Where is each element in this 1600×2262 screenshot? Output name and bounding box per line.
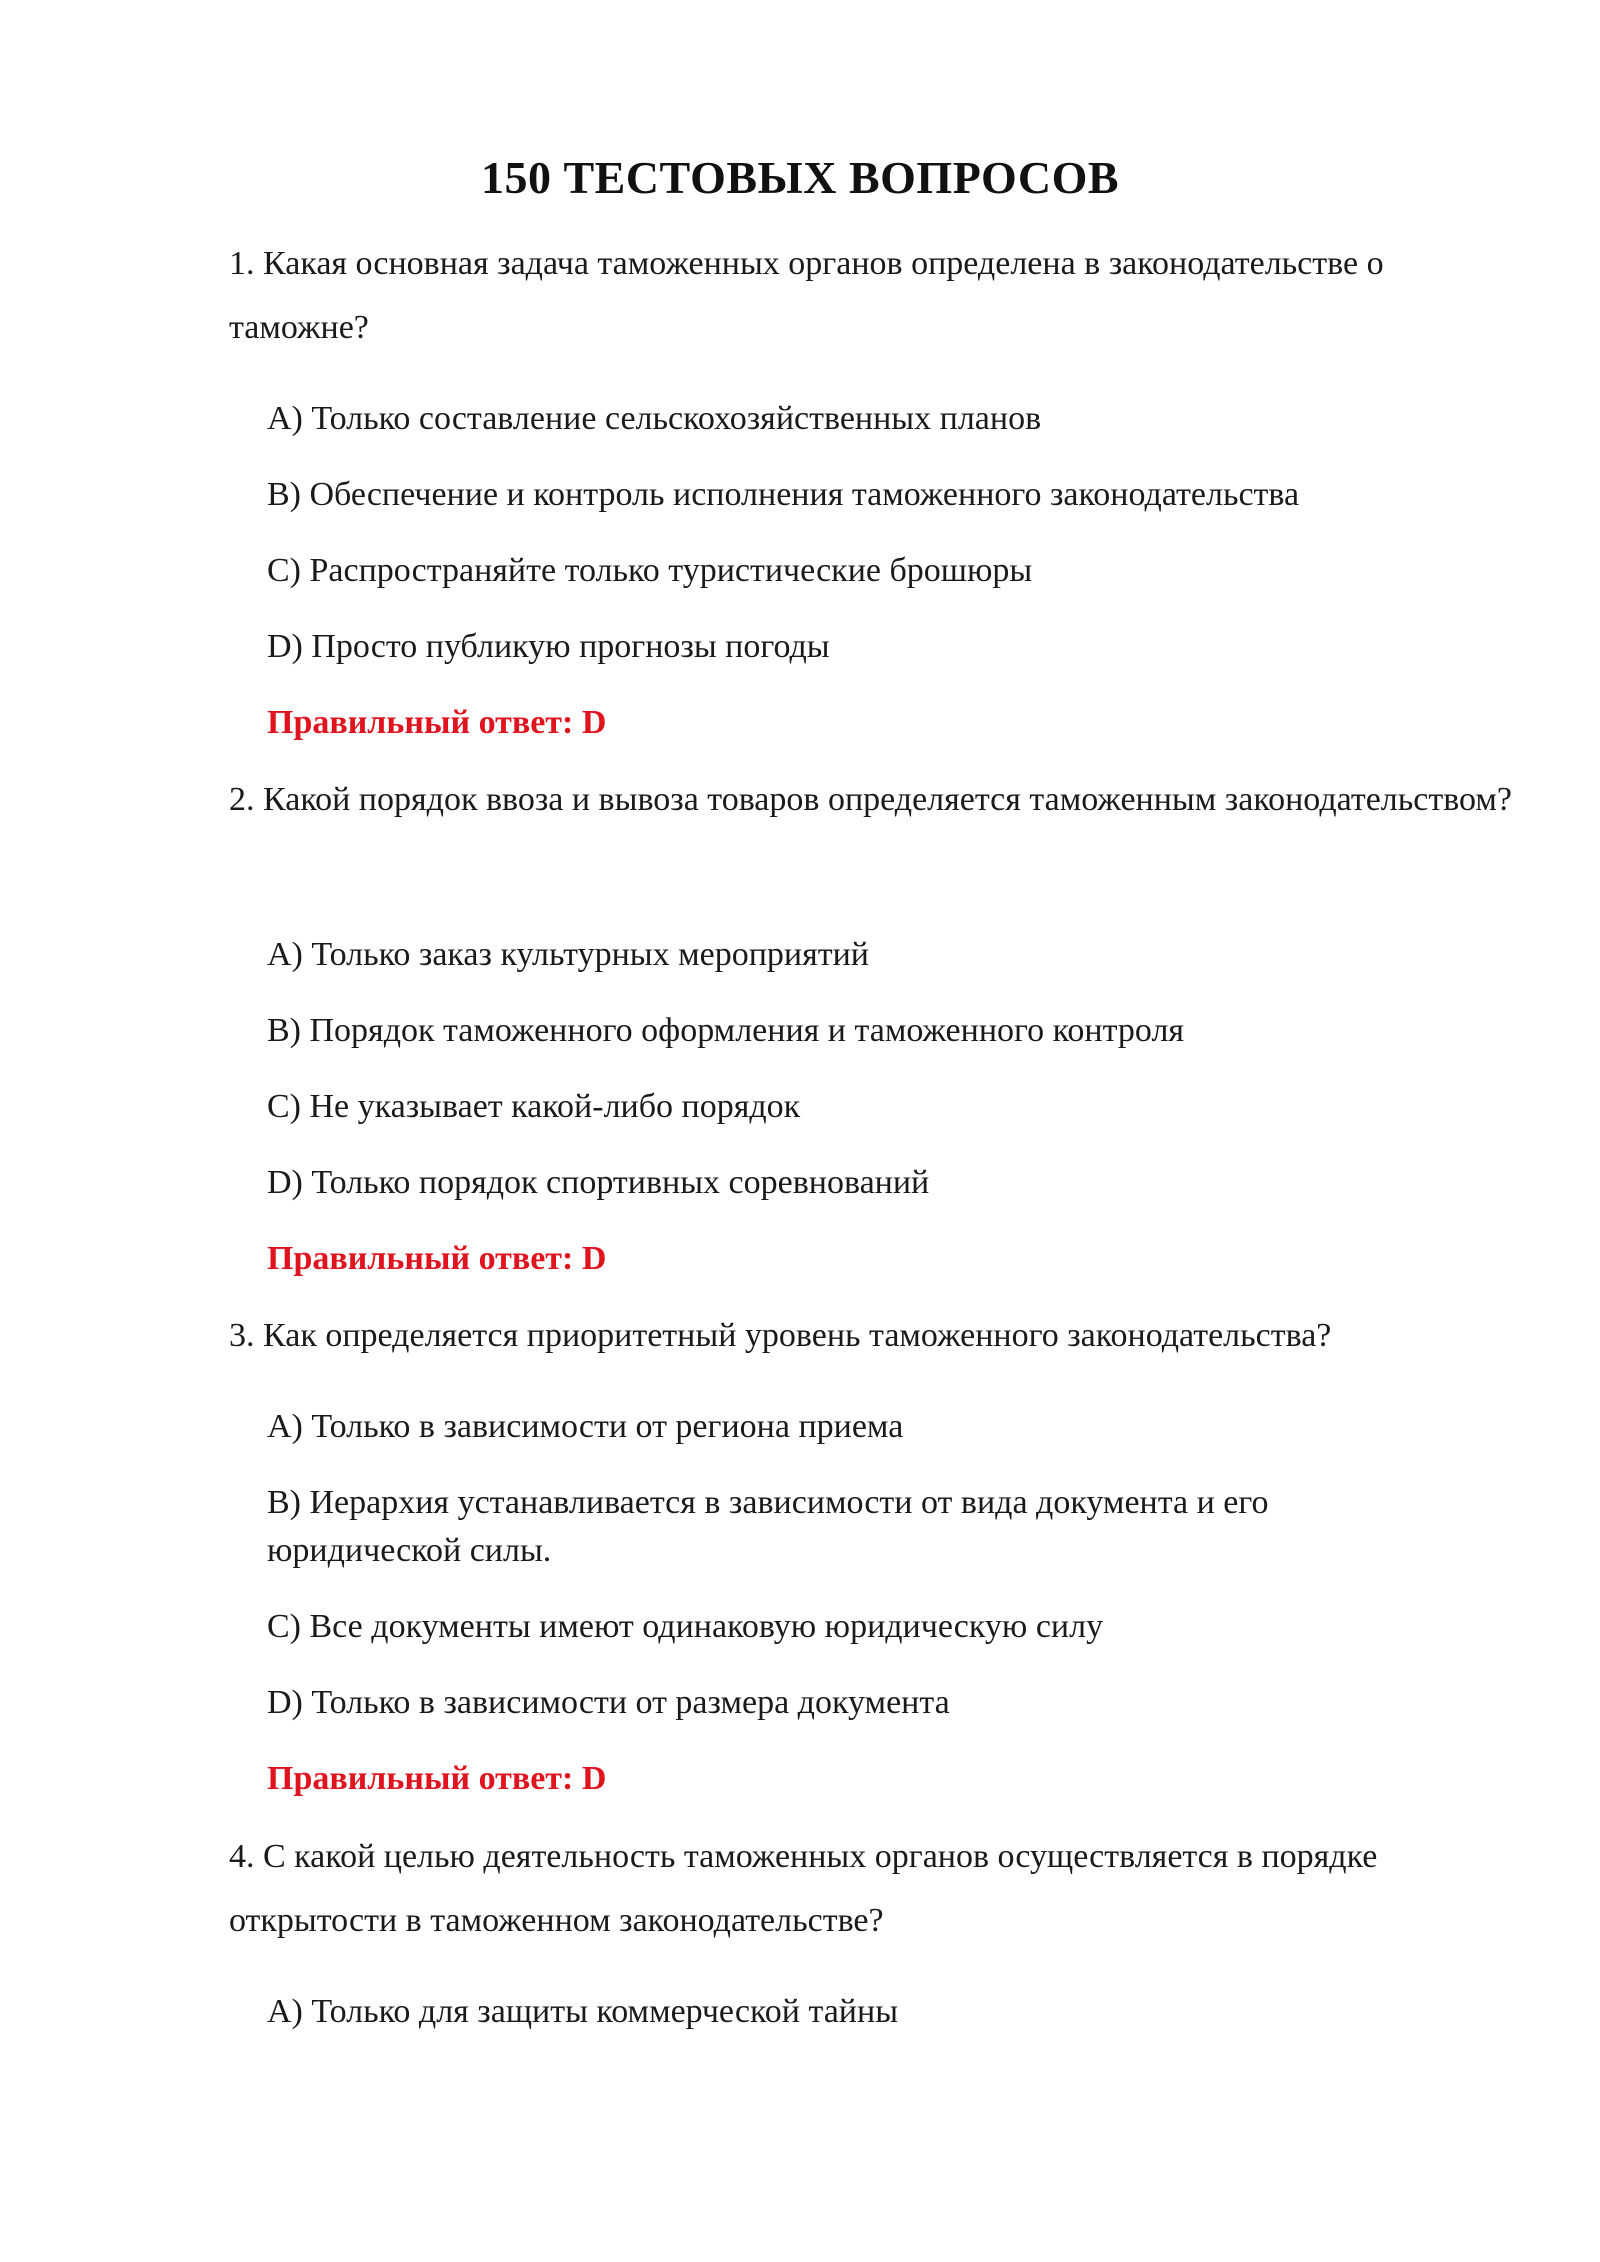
question-3-text: 3. Как определяется приоритетный уровень таможенного законодательства? — [229, 1317, 1332, 1354]
question-2-option-a: A) Только заказ культурных мероприятий — [267, 936, 870, 973]
question-3-option-b: B) Иерархия устанавливается в зависимости от вида документа и его юридической силы. — [267, 1484, 1269, 1569]
question-1-option-c: C) Распространяйте только туристические брошюры — [267, 552, 1033, 589]
document-title: 150 ТЕСТОВЫХ ВОПРОСОВ — [480, 152, 1120, 203]
question-2-answer: Правильный ответ: D — [267, 1240, 607, 1277]
question-2-text: 2. Какой порядок ввоза и вывоза товаров определяется таможенным законодательством? — [229, 781, 1512, 818]
question-3-answer: Правильный ответ: D — [267, 1760, 607, 1797]
question-4-text: 4. С какой целью деятельность таможенных органов осуществляется в порядке открытости в таможенном законодательстве? — [229, 1838, 1378, 1939]
question-1-option-b: B) Обеспечение и контроль исполнения таможенного законодательства — [267, 476, 1300, 513]
question-1-text: 1. Какая основная задача таможенных органов определена в законодательстве о таможне? — [229, 245, 1384, 346]
question-2-option-c: C) Не указывает какой-либо порядок — [267, 1088, 801, 1125]
question-2-option-b: B) Порядок таможенного оформления и таможенного контроля — [267, 1012, 1185, 1049]
question-3-option-d: D) Только в зависимости от размера документа — [267, 1684, 950, 1721]
question-3-option-c: C) Все документы имеют одинаковую юридическую силу — [267, 1608, 1104, 1645]
question-4-option-a: A) Только для защиты коммерческой тайны — [267, 1993, 899, 2030]
question-1-option-a: A) Только составление сельскохозяйственных планов — [267, 400, 1042, 437]
question-1-answer: Правильный ответ: D — [267, 704, 607, 741]
question-2-option-d: D) Только порядок спортивных соревнований — [267, 1164, 930, 1201]
question-3-option-a: A) Только в зависимости от региона приема — [267, 1408, 904, 1445]
question-1-option-d: D) Просто публикую прогнозы погоды — [267, 628, 830, 665]
